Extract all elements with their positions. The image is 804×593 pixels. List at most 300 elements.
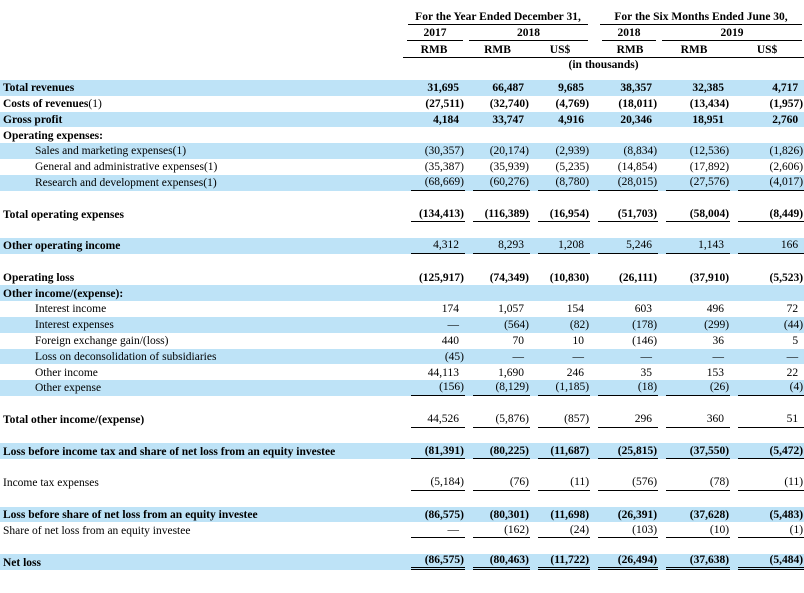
value-cell xyxy=(590,270,658,286)
row-label xyxy=(0,127,403,143)
value-cell xyxy=(730,522,804,538)
value-text: — xyxy=(512,350,524,363)
row-label xyxy=(0,175,403,191)
value-cell xyxy=(530,507,590,523)
value-cell xyxy=(530,143,590,159)
header-spacer-cell xyxy=(0,9,403,25)
value-cell xyxy=(403,333,465,349)
row-label-text: Other operating income xyxy=(3,240,121,253)
row-label-text: Income tax expenses xyxy=(3,477,99,490)
row-label-text: Interest income xyxy=(35,303,107,316)
value-text: (26,494) xyxy=(598,554,658,571)
value-cell xyxy=(465,238,530,254)
value-text: (10) xyxy=(666,524,730,539)
row-label xyxy=(0,412,403,428)
row-label xyxy=(0,143,403,159)
value-cell xyxy=(590,285,658,301)
value-text: (162) xyxy=(473,524,530,539)
value-cell xyxy=(730,112,804,128)
value-text: 360 xyxy=(666,413,730,428)
value-cell xyxy=(530,238,590,254)
value-text: (13,434) xyxy=(689,98,730,111)
value-cell xyxy=(730,159,804,175)
value-text: 35 xyxy=(640,366,653,379)
value-text: 1,690 xyxy=(498,366,524,379)
value-text: 2,760 xyxy=(772,113,799,126)
value-text: (14,854) xyxy=(617,161,658,174)
value-cell xyxy=(465,380,530,396)
value-cell xyxy=(658,238,730,254)
value-text: (32,740) xyxy=(489,98,529,111)
table-row xyxy=(0,285,804,301)
col-group-year-ended-label: For the Year Ended December 31, xyxy=(408,11,588,26)
row-label-text: Loss before share of net loss from an equity investee xyxy=(3,508,258,521)
value-text: 22 xyxy=(786,366,799,379)
value-cell xyxy=(658,554,730,571)
value-cell xyxy=(658,443,730,459)
value-text: (5,483) xyxy=(769,508,804,521)
value-cell xyxy=(403,238,465,254)
value-text: (58,004) xyxy=(666,208,730,223)
spacer-cell xyxy=(0,538,804,554)
value-text: 38,357 xyxy=(620,82,653,95)
value-text: 10 xyxy=(572,335,585,348)
table-body xyxy=(0,80,804,570)
table-row xyxy=(0,112,804,128)
value-text: (80,463) xyxy=(473,554,530,571)
value-text: (37,910) xyxy=(689,271,730,284)
value-cell xyxy=(530,522,590,538)
value-cell xyxy=(530,96,590,112)
value-text: — xyxy=(640,350,653,363)
value-cell xyxy=(403,80,465,96)
value-cell xyxy=(530,364,590,380)
value-cell xyxy=(403,301,465,317)
row-label xyxy=(0,270,403,286)
value-text: (1,957) xyxy=(769,98,804,111)
value-cell xyxy=(403,270,465,286)
value-cell xyxy=(465,301,530,317)
year-2019-interim: 2019 xyxy=(658,25,804,41)
value-text: (78) xyxy=(666,476,730,491)
header-year-row xyxy=(0,25,804,41)
value-cell xyxy=(530,349,590,365)
row-label xyxy=(0,443,403,459)
value-cell xyxy=(465,554,530,571)
value-text: (1,185) xyxy=(538,381,590,396)
value-cell xyxy=(658,270,730,286)
value-text: 5 xyxy=(792,335,799,348)
value-text: 44,113 xyxy=(427,366,459,379)
row-label xyxy=(0,301,403,317)
value-cell xyxy=(730,270,804,286)
row-label xyxy=(0,317,403,333)
header-group-row xyxy=(0,9,804,25)
value-text: 440 xyxy=(441,335,459,348)
value-cell xyxy=(658,96,730,112)
value-cell xyxy=(403,475,465,491)
header-spacer-cell xyxy=(0,25,403,41)
value-text: (10,830) xyxy=(549,271,590,284)
unit-note-row xyxy=(0,58,804,81)
table-row xyxy=(0,206,804,222)
value-cell xyxy=(465,96,530,112)
year-2017: 2017 xyxy=(403,25,465,41)
value-cell xyxy=(530,380,590,396)
value-cell xyxy=(465,112,530,128)
value-text: 9,685 xyxy=(558,82,585,95)
row-label xyxy=(0,238,403,254)
value-text: (11,698) xyxy=(550,508,590,521)
spacer-row xyxy=(0,538,804,554)
spacer-row xyxy=(0,191,804,207)
value-cell xyxy=(530,475,590,491)
table-row xyxy=(0,96,804,112)
table-row xyxy=(0,522,804,538)
value-text: 166 xyxy=(738,239,804,254)
value-text: (12,536) xyxy=(689,145,730,158)
value-text: (81,391) xyxy=(411,445,465,460)
value-cell xyxy=(590,238,658,254)
value-text: (4,017) xyxy=(738,176,804,191)
value-text: (11) xyxy=(538,476,590,491)
value-cell xyxy=(465,270,530,286)
value-text: 296 xyxy=(598,413,658,428)
value-cell xyxy=(730,127,804,143)
value-text: (44) xyxy=(783,319,804,332)
value-cell xyxy=(403,285,465,301)
currency-header: RMB xyxy=(484,43,511,56)
header-spacer-cell xyxy=(0,58,403,81)
value-text: (125,917) xyxy=(418,271,464,284)
value-cell xyxy=(465,317,530,333)
value-cell xyxy=(590,175,658,191)
value-text: (37,628) xyxy=(689,508,730,521)
value-text: (857) xyxy=(538,413,590,428)
value-text: 603 xyxy=(634,303,653,316)
row-label-text: Operating loss xyxy=(3,271,75,284)
currency-header: RMB xyxy=(420,43,448,56)
value-cell xyxy=(403,127,465,143)
value-cell xyxy=(465,522,530,538)
value-text: 1,057 xyxy=(498,303,524,316)
value-text: 70 xyxy=(512,335,524,348)
value-cell xyxy=(658,364,730,380)
value-cell xyxy=(530,301,590,317)
value-cell xyxy=(730,143,804,159)
value-cell xyxy=(590,159,658,175)
value-cell xyxy=(403,112,465,128)
table-row xyxy=(0,270,804,286)
footnote-ref: (1) xyxy=(203,161,218,174)
value-cell xyxy=(530,285,590,301)
row-label xyxy=(0,522,403,538)
value-text: 66,487 xyxy=(492,82,524,95)
value-text: (60,276) xyxy=(473,176,530,191)
value-text: (86,575) xyxy=(411,554,465,571)
value-cell xyxy=(730,443,804,459)
value-cell xyxy=(730,301,804,317)
value-cell xyxy=(590,333,658,349)
row-label-text: Total operating expenses xyxy=(3,208,124,221)
value-text: 1,208 xyxy=(538,239,590,254)
spacer-row xyxy=(0,428,804,444)
table-row xyxy=(0,349,804,365)
value-cell xyxy=(730,554,804,571)
value-text: (24) xyxy=(538,524,590,539)
row-label xyxy=(0,206,403,222)
value-text: (576) xyxy=(598,476,658,491)
value-cell xyxy=(730,349,804,365)
value-cell xyxy=(590,80,658,96)
row-label-text: Sales and marketing expenses xyxy=(35,145,173,158)
value-cell xyxy=(403,175,465,191)
value-cell xyxy=(658,301,730,317)
table-row xyxy=(0,554,804,571)
spacer-row xyxy=(0,491,804,507)
year-2018-interim: 2018 xyxy=(590,25,658,41)
value-cell xyxy=(530,412,590,428)
row-label xyxy=(0,80,403,96)
spacer-row xyxy=(0,222,804,238)
currency-header: RMB xyxy=(680,43,708,56)
value-cell xyxy=(590,349,658,365)
table-row xyxy=(0,443,804,459)
value-cell xyxy=(465,206,530,222)
value-text: 496 xyxy=(706,303,725,316)
value-cell xyxy=(465,143,530,159)
header-currency-row xyxy=(0,41,804,58)
value-cell xyxy=(530,270,590,286)
spacer-cell xyxy=(0,396,804,412)
spacer-cell xyxy=(0,254,804,270)
value-text: 4,717 xyxy=(772,82,799,95)
value-cell xyxy=(530,206,590,222)
col-group-year-ended xyxy=(403,9,590,25)
value-text: 33,747 xyxy=(492,113,524,126)
row-label xyxy=(0,349,403,365)
value-text: (76) xyxy=(473,476,530,491)
value-cell xyxy=(730,80,804,96)
spacer-cell xyxy=(0,191,804,207)
value-text: (5,235) xyxy=(555,161,590,174)
value-cell xyxy=(403,554,465,571)
value-cell xyxy=(465,475,530,491)
value-text: 4,916 xyxy=(558,113,585,126)
value-text: (26,111) xyxy=(619,271,658,284)
value-cell xyxy=(658,412,730,428)
row-label xyxy=(0,96,403,112)
table-row xyxy=(0,238,804,254)
value-text: (35,939) xyxy=(489,161,529,174)
value-cell xyxy=(530,112,590,128)
value-cell xyxy=(730,285,804,301)
value-cell xyxy=(658,159,730,175)
value-cell xyxy=(403,317,465,333)
row-label xyxy=(0,507,403,523)
row-label xyxy=(0,380,403,396)
value-text: (5,184) xyxy=(411,476,465,491)
value-text: (2,606) xyxy=(769,161,804,174)
value-cell xyxy=(730,333,804,349)
value-cell xyxy=(403,507,465,523)
value-cell xyxy=(590,127,658,143)
row-label-text: Total other income/(expense) xyxy=(3,414,145,427)
value-cell xyxy=(730,96,804,112)
value-cell xyxy=(530,159,590,175)
currency-header: US$ xyxy=(549,43,571,56)
value-cell xyxy=(465,285,530,301)
value-text: (74,349) xyxy=(489,271,529,284)
table-row xyxy=(0,143,804,159)
spacer-cell xyxy=(0,428,804,444)
spacer-row xyxy=(0,396,804,412)
value-cell xyxy=(590,507,658,523)
col-group-six-months-label: For the Six Months Ended June 30, xyxy=(600,11,802,26)
footnote-ref: (1) xyxy=(172,145,187,158)
value-text: 4,184 xyxy=(433,113,459,126)
year-2018-annual: 2018 xyxy=(465,25,590,41)
row-label-text: Foreign exchange gain/(loss) xyxy=(35,335,169,348)
value-text: (27,511) xyxy=(425,98,464,111)
value-cell xyxy=(658,349,730,365)
value-cell xyxy=(658,507,730,523)
value-cell xyxy=(590,143,658,159)
row-label-text: Other income xyxy=(35,366,98,379)
currency-header: US$ xyxy=(756,43,778,56)
value-cell xyxy=(403,159,465,175)
value-text: 154 xyxy=(566,303,585,316)
table-row xyxy=(0,380,804,396)
value-text: (45) xyxy=(444,350,464,363)
table-row xyxy=(0,475,804,491)
value-text: (11) xyxy=(738,476,804,491)
income-statement-table xyxy=(0,9,804,570)
value-text: (37,550) xyxy=(666,445,730,460)
value-cell xyxy=(658,380,730,396)
value-text: (1) xyxy=(738,524,804,539)
spacer-cell xyxy=(0,459,804,475)
value-cell xyxy=(590,96,658,112)
table-row xyxy=(0,175,804,191)
value-text: (5,523) xyxy=(769,271,804,284)
value-text: (68,669) xyxy=(411,176,465,191)
value-text: 5,246 xyxy=(598,239,658,254)
spacer-row xyxy=(0,254,804,270)
table-row xyxy=(0,364,804,380)
value-cell xyxy=(658,333,730,349)
value-text: (17,892) xyxy=(689,161,730,174)
table-row xyxy=(0,507,804,523)
row-label-text: Gross profit xyxy=(3,113,63,126)
value-text: (1,826) xyxy=(769,145,804,158)
value-cell xyxy=(658,80,730,96)
value-text: 44,526 xyxy=(411,413,465,428)
value-cell xyxy=(465,80,530,96)
value-text: (5,472) xyxy=(738,445,804,460)
row-label xyxy=(0,333,403,349)
value-text: (156) xyxy=(411,381,465,396)
value-text: 36 xyxy=(712,335,725,348)
row-label xyxy=(0,364,403,380)
col-group-six-months xyxy=(590,9,804,25)
value-cell xyxy=(530,554,590,571)
value-cell xyxy=(658,285,730,301)
value-text: (18) xyxy=(598,381,658,396)
row-label-text: Loss before income tax and share of net loss from an equity investee xyxy=(3,445,336,458)
currency-header: RMB xyxy=(616,43,644,56)
value-text: 1,143 xyxy=(666,239,730,254)
table-row xyxy=(0,301,804,317)
spacer-row xyxy=(0,459,804,475)
row-label-text: Total revenues xyxy=(3,82,75,95)
value-cell xyxy=(730,475,804,491)
value-text: (134,413) xyxy=(411,208,465,223)
value-cell xyxy=(465,159,530,175)
value-cell xyxy=(590,522,658,538)
value-cell xyxy=(465,175,530,191)
value-cell xyxy=(465,127,530,143)
value-text: (178) xyxy=(632,319,658,332)
value-cell xyxy=(730,364,804,380)
value-text: (30,357) xyxy=(424,145,464,158)
value-cell xyxy=(403,443,465,459)
row-label-text: Operating expenses: xyxy=(3,129,103,142)
value-text: (28,015) xyxy=(598,176,658,191)
value-text: (116,389) xyxy=(473,208,530,223)
row-label-text: Research and development expenses xyxy=(35,177,204,190)
table-row xyxy=(0,127,804,143)
value-cell xyxy=(730,175,804,191)
value-text: (20,174) xyxy=(489,145,529,158)
row-label-text: General and administrative expenses xyxy=(35,161,204,174)
value-text: (5,876) xyxy=(473,413,530,428)
value-cell xyxy=(465,364,530,380)
value-cell xyxy=(730,380,804,396)
value-text: (82) xyxy=(569,319,590,332)
value-text: 51 xyxy=(738,413,804,428)
table-row xyxy=(0,412,804,428)
value-text: (86,575) xyxy=(424,508,464,521)
row-label-text: Other expense xyxy=(35,382,102,395)
spacer-cell xyxy=(0,491,804,507)
value-cell xyxy=(590,475,658,491)
value-cell xyxy=(658,475,730,491)
table-row xyxy=(0,333,804,349)
value-cell xyxy=(590,380,658,396)
value-text: (4,769) xyxy=(555,98,590,111)
value-cell xyxy=(590,206,658,222)
value-cell xyxy=(465,412,530,428)
value-cell xyxy=(658,175,730,191)
value-text: (5,484) xyxy=(738,554,804,571)
value-text: (8,780) xyxy=(538,176,590,191)
value-cell xyxy=(658,143,730,159)
table-row xyxy=(0,159,804,175)
value-text: (80,301) xyxy=(489,508,529,521)
value-text: (35,387) xyxy=(424,161,464,174)
value-text: (25,815) xyxy=(598,445,658,460)
value-cell xyxy=(465,349,530,365)
row-label-text: Costs of revenues xyxy=(3,98,89,111)
row-label xyxy=(0,159,403,175)
value-text: (26,391) xyxy=(617,508,658,521)
footnote-ref: (1) xyxy=(88,98,102,111)
value-cell xyxy=(403,349,465,365)
row-label-text: Interest expenses xyxy=(35,319,114,332)
value-text: — xyxy=(572,350,585,363)
value-text: (2,939) xyxy=(555,145,590,158)
